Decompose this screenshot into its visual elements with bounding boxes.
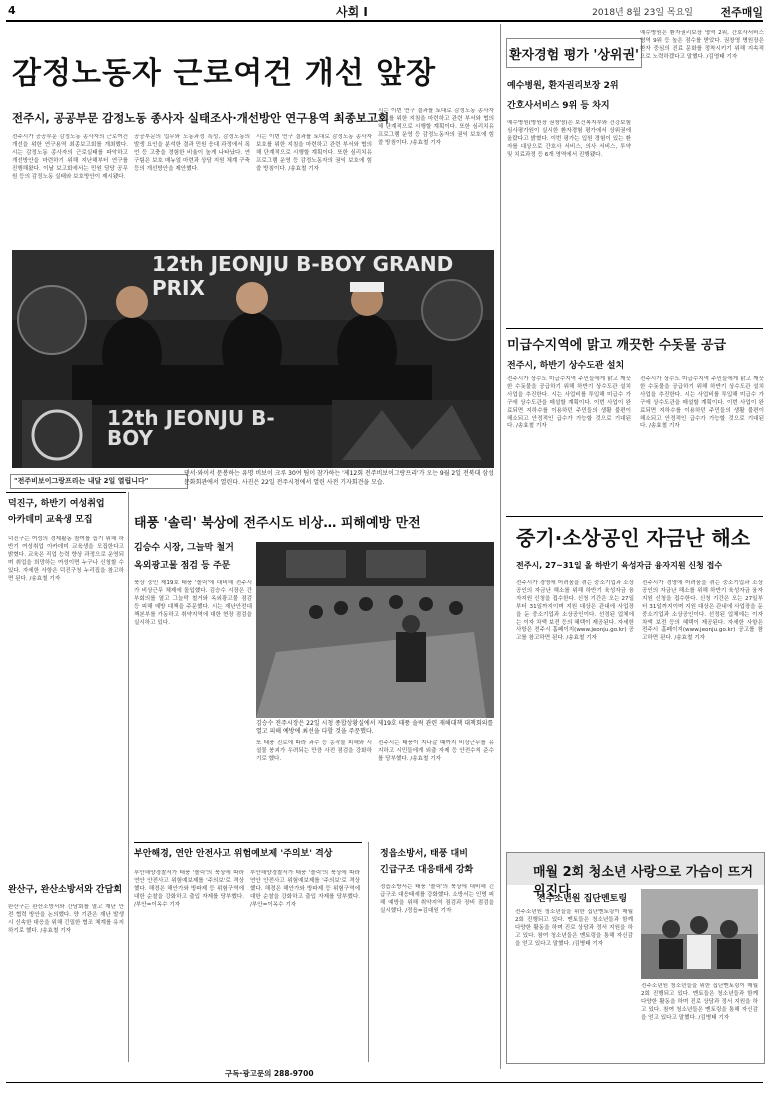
center-title3b: 긴급구조 대응태세 강화 [380, 865, 474, 875]
right3-title: 중기·소상공인 자금난 해소 [516, 526, 751, 550]
right1-body-a [507, 120, 631, 316]
center-sub1: 김승수 시장, 그늘막 철거 [134, 543, 234, 553]
photo-quote: "전주비보이그랑프리는 내달 2일 열립니다" [10, 474, 188, 489]
left-col-rule [6, 492, 126, 493]
main-body-col2 [134, 134, 250, 246]
main-body-text-1: 전주시가 공공부문 감정노동 종사자의 근로여건 개선을 위한 연구용역 최종보고회를 개최했다. 시는 감정노동 종사자의 근로실태를 파악하고 개선방안을 마련하기 위해 지난해부터 연구를 진행해왔다. 이날 보고회에서는 민원 담당 공무원 등의 감정노동 실태와 보호방안이 제시됐다. [12, 134, 128, 180]
right1-body-a-text: 예수병원(병원장 권창영)은 보건복지부와 건강보험심사평가원이 실시한 환자경험 평가에서 상위권에 올랐다고 밝혔다. 이번 평가는 입원 경험이 있는 환자를 대상으로 간호사 서비스, 의사 서비스, 투약 및 치료과정 등 6개 영역에서 진행됐다. [507, 120, 631, 158]
center-body3-text: 전주시는 태풍이 지나갈 때까지 비상근무를 유지하고 시민들에게 외출 자제 등 안전수칙 준수를 당부했다. /송효철 기자 [378, 740, 494, 762]
photo-banner-2: 12th JEONJU B-BOY [107, 406, 275, 450]
meeting-photo-graphic [256, 542, 494, 718]
header-rule [6, 20, 763, 22]
right2-body-b [640, 376, 764, 512]
right3-body-b [642, 580, 763, 850]
right1-sub1: 예수병원, 환자권리보장 2위 [507, 81, 619, 91]
right3-body-b-text: 전주시가 경영에 어려움을 겪는 중소기업과 소상공인의 자금난 해소를 위해 하반기 육성자금 융자지원 신청을 접수한다. 신청 기간은 오는 27일부터 31일까지이며 지원 대상은 관내에 사업장을 둔 중소기업과 소상공인이다. 선정된 업체에는 이자 차액 보전 등의 혜택이 제공된다. 자세한 사항은 전주시 홈페이지(www.jeonju.go.kr) 공고를 참고하면 된다. /송효철 기자 [642, 580, 763, 642]
main-headline: 감정노동자 근로여건 개선 앞장 [12, 56, 437, 91]
right1-sub2: 간호사서비스 9위 등 차지 [507, 101, 610, 111]
center-body-text: 북상 중인 제19호 태풍 '솔릭'에 대비해 전주시가 비상근무 체제에 돌입했다. 김승수 시장은 간부회의를 열고 그늘막 철거와 옥외광고물 점검 등 피해 예방 대책을 주문했다. 시는 재난안전대책본부를 가동하고 취약지역에 대한 현장 점검을 실시하고 있다. [134, 580, 252, 626]
center-divider [128, 492, 129, 1062]
newspaper-brand: 전주매일 [720, 6, 763, 19]
left-col-body [8, 536, 124, 876]
bottom-right-title: 매월 2회 청소년 사랑으로 가슴이 뜨거위진다 [533, 865, 754, 899]
mentoring-photo-graphic [641, 889, 758, 979]
main-body-text-2: 공공부문의 업무와 노동과정 특성, 감정노동의 발생 요인을 분석한 결과 민원 응대 과정에서 폭언 등 고충을 경험한 비율이 높게 나타났다. 연구팀은 보호 매뉴얼 마련과 상담 지원 체계 구축 등의 개선방안을 제안했다. [134, 134, 250, 172]
right2-rule [506, 328, 763, 329]
bottom-right-sub1: 전주소년원 집단멘토링 [537, 894, 628, 904]
main-body-text-4: 시는 이번 연구 결과를 토대로 감정노동 종사자 보호를 위한 지침을 마련하고 관련 부서와 협의해 단계적으로 시행할 계획이다. 또한 심리치유 프로그램 운영 등 감정노동자의 권익 보호에 힘쓸 방침이다. /송효철 기자 [378, 108, 494, 146]
right2-body-b-text: 전주시가 상수도 미급수지역 주민들에게 맑고 깨끗한 수돗물을 공급하기 위해 하반기 상수도관 설치 사업을 추진한다. 시는 사업비를 투입해 미급수 가구에 상수도관을 매설할 계획이다. 이번 사업이 완료되면 지하수를 이용하던 주민들의 생활 불편이 해소되고 안정적인 급수가 가능할 것으로 기대된다. /송효철 기자 [640, 376, 764, 430]
page-number: 4 [8, 4, 16, 17]
section-name: 사회 I [336, 5, 368, 19]
right3-rule [506, 516, 763, 517]
footer-rule [6, 1082, 763, 1083]
main-subhead: 전주시, 공공부문 감정노동 종사자 실태조사·개선방안 연구용역 최종보고회 [12, 111, 390, 125]
right3-body [516, 580, 634, 850]
photo-banner: 12th JEONJU B-BOY GRAND PRIX [152, 252, 454, 300]
main-photo [12, 250, 494, 468]
center-body4 [134, 870, 244, 1060]
left-col-body2 [8, 904, 124, 1064]
photo-caption: 댄서·와이서 문봉하는 유명 비보이 크루 30여 팀이 참가하는 '제12회 전주비보이그랑프리'가 오는 9월 2일 전북대 삼성문화회관에서 열린다. 사진은 22일 전주시청에서 열린 사전 기자회견을 모습. [184, 470, 494, 486]
meeting-photo-caption: 김승수 전주시장은 22일 시청 종합상황실에서 제19호 태풍 솔릭 관련 재해대책 대책회의를 열고 피해 예방에 최선을 다할 것을 주문했다. [256, 720, 494, 735]
bottom-right-box [506, 852, 765, 1064]
issue-date: 2018년 8월 23일 목요일 [592, 8, 693, 18]
center-body4b-text: 부안해양경찰서가 태풍 '솔릭'의 북상에 따라 연안 안전사고 위험예보제를 '주의보'로 격상했다. 해경은 해안가와 방파제 등 위험구역에 대한 순찰을 강화하고 출입 자제를 당부했다. /부안=이옥수 기자 [250, 870, 360, 908]
left-col-body-text: 덕진구는 여성의 경제활동 참여를 돕기 위해 하반기 여성취업 아카데미 교육생을 모집한다고 밝혔다. 교육은 직업 능력 향상 과정으로 운영되며 취업을 희망하는 여성이면 누구나 신청할 수 있다. 자세한 사항은 덕진구청 누리집을 참고하면 된다. /송효철 기자 [8, 536, 124, 582]
center-body5-text: 정읍소방서는 태풍 '솔릭'의 북상에 대비해 긴급구조 대응태세를 강화했다. 소방서는 인명 피해 예방을 위해 취약지역 점검과 장비 점검을 실시했다. /정읍=김대원 기자 [380, 884, 494, 914]
right1-body-b-text: 예수병원은 환자권리보장 영역 2위, 간호사서비스 영역 9위 등 높은 점수를 받았다. 권창영 병원장은 환자 중심의 진료 문화를 정착시키기 위해 지속적으로 노력하겠다고 말했다. /김영태 기자 [640, 30, 764, 60]
right3-body-text: 전주시가 경영에 어려움을 겪는 중소기업과 소상공인의 자금난 해소를 위해 하반기 육성자금 융자지원 신청을 접수한다. 신청 기간은 오는 27일부터 31일까지이며 지원 대상은 관내에 사업장을 둔 중소기업과 소상공인이다. 선정된 업체에는 이자 차액 보전 등의 혜택이 제공된다. 자세한 사항은 전주시 홈페이지(www.jeonju.go.kr) 공고를 참고하면 된다. /송효철 기자 [516, 580, 634, 642]
bottom-right-body-b [641, 983, 758, 1057]
subscription-footer: 구독·광고문의 288-9700 [225, 1069, 314, 1078]
main-body-col1 [12, 134, 128, 246]
left-col-title3: 완산구, 완산소방서와 간담회 [8, 885, 123, 895]
left-col-title2: 아카데미 교육생 모집 [8, 515, 93, 525]
center-body3 [378, 740, 494, 838]
main-body-col4 [378, 108, 494, 246]
right2-body-text: 전주시가 상수도 미급수지역 주민들에게 맑고 깨끗한 수돗물을 공급하기 위해 하반기 상수도관 설치 사업을 추진한다. 시는 사업비를 투입해 미급수 가구에 상수도관을 매설할 계획이다. 이번 사업이 완료되면 지하수를 이용하던 주민들의 생활 불편이 해소되고 안정적인 급수가 가능할 것으로 기대된다. /송효철 기자 [507, 376, 631, 430]
center-title3: 정읍소방서, 태풍 대비 [380, 849, 468, 859]
main-body-text-3: 시는 이번 연구 결과를 토대로 감정노동 종사자 보호를 위한 지침을 마련하고 관련 부서와 협의해 단계적으로 시행할 계획이다. 또한 심리치유 프로그램 운영 등 감정노동자의 권익 보호에 힘쓸 방침이다. /송효철 기자 [256, 134, 372, 172]
left-col-body2-text: 완산구는 완산소방서와 간담회를 열고 재난 안전 협력 방안을 논의했다. 양 기관은 재난 발생 시 신속한 대응을 위해 긴밀한 협조 체계를 유지하기로 했다. /송효철 기자 [8, 904, 124, 934]
center-body5 [380, 884, 494, 1060]
center-body4b [250, 870, 360, 1060]
right1-body-b [640, 30, 764, 330]
center-divider-2 [368, 842, 369, 1062]
right2-sub: 전주시, 하반기 상수도관 설치 [507, 361, 625, 371]
page-header [6, 4, 763, 20]
bottom-right-body-b-text: 전주소년원 청소년들을 위한 집단멘토링이 매월 2회 진행되고 있다. 멘토들은 청소년들과 함께 다양한 활동을 하며 진로 상담과 정서 지원을 하고 있다. 참여 청소년들은 멘토링을 통해 자신감을 얻고 있다고 말했다. /김병태 기자 [641, 983, 758, 1021]
center-title: 태풍 '솔릭' 북상에 전주시도 비상… 피해예방 만전 [134, 516, 421, 531]
column-divider [500, 24, 501, 1069]
meeting-photo [256, 542, 494, 718]
main-body-col3 [256, 134, 372, 246]
center-rule2 [134, 842, 362, 843]
center-sub2: 옥외광고물 점검 등 주문 [134, 561, 231, 571]
bottom-right-body-text: 전주소년원 청소년들을 위한 집단멘토링이 매월 2회 진행되고 있다. 멘토들은 청소년들과 함께 다양한 활동을 하며 진로 상담과 정서 지원을 하고 있다. 참여 청소년들은 멘토링을 통해 자신감을 얻고 있다고 말했다. /김병태 기자 [515, 909, 633, 947]
right1-title: 환자경험 평가 '상위권' [508, 48, 640, 63]
center-body4-text: 부안해양경찰서가 태풍 '솔릭'의 북상에 따라 연안 안전사고 위험예보제를 '주의보'로 격상했다. 해경은 해안가와 방파제 등 위험구역에 대한 순찰을 강화하고 출입 자제를 당부했다. /부안=이옥수 기자 [134, 870, 244, 908]
right2-body [507, 376, 631, 512]
center-body [134, 580, 252, 838]
right3-sub: 전주시, 27~31일 올 하반기 육성자금 융자지원 신청 접수 [516, 561, 723, 570]
right2-title: 미급수지역에 맑고 깨끗한 수돗물 공급 [507, 338, 727, 353]
left-col-title: 덕진구, 하반기 여성취업 [8, 499, 105, 509]
center-title2: 부안해경, 연안 안전사고 위험예보제 '주의보' 격상 [134, 849, 333, 859]
center-body2-text: 또 태풍 진로에 따라 과수 등 농작물 피해와 시설물 붕괴가 우려되는 만큼 사전 점검을 강화하기로 했다. [256, 740, 372, 762]
mentoring-photo [641, 889, 758, 979]
bottom-right-body [515, 909, 633, 1057]
center-body2 [256, 740, 372, 838]
right1-title-box [506, 38, 642, 68]
